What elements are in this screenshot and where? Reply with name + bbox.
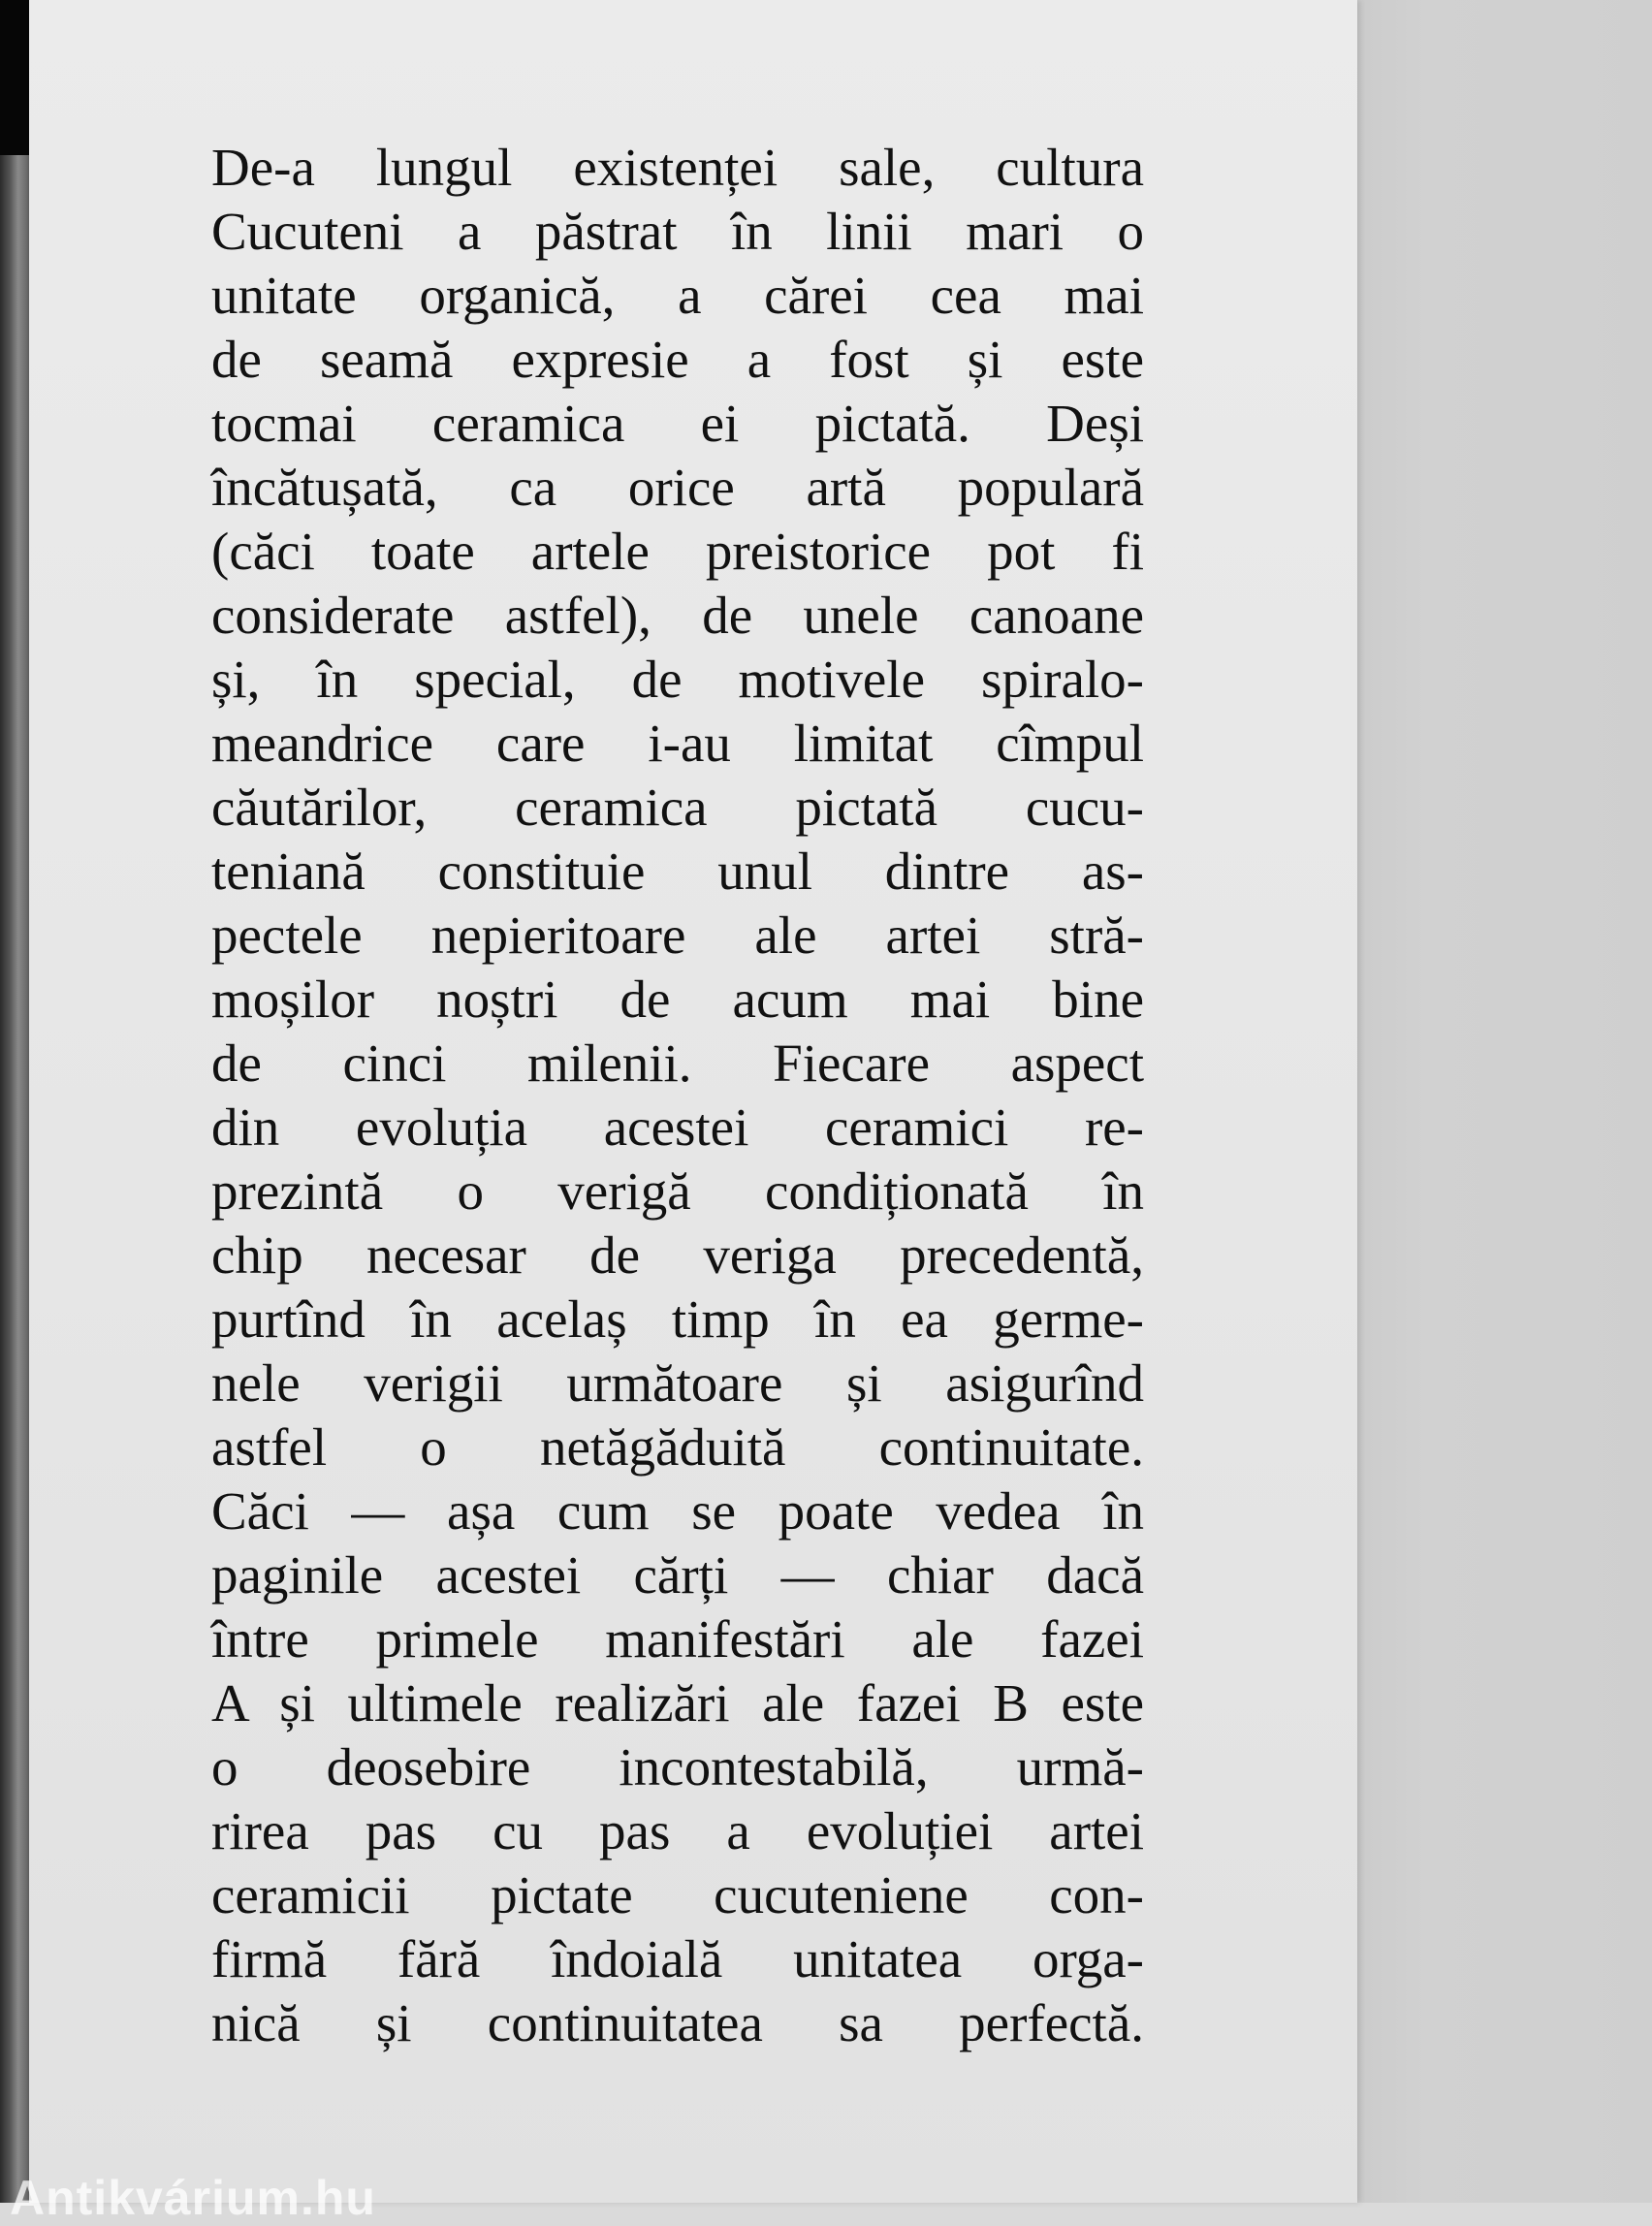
text-line: de cinci milenii. Fiecare aspect (211, 1034, 1144, 1093)
book-edge-strip (0, 0, 33, 2203)
text-line: rirea pas cu pas a evoluției artei (211, 1801, 1144, 1860)
text-line: considerate astfel), de unele canoane (211, 586, 1144, 645)
text-line: încătușată, ca orice artă populară (211, 458, 1144, 517)
text-line: A și ultimele realizări ale fazei B este (211, 1673, 1144, 1733)
text-line: unitate organică, a cărei cea mai (211, 266, 1144, 325)
text-line: firmă fără îndoială unitatea orga- (211, 1929, 1144, 1988)
text-line: ceramicii pictate cucuteniene con- (211, 1865, 1144, 1924)
text-line: o deosebire incontestabilă, urmă- (211, 1737, 1144, 1797)
text-line: între primele manifestări ale fazei (211, 1609, 1144, 1669)
text-line: astfel o netăgăduită continuitate. (211, 1417, 1144, 1477)
text-line: paginile acestei cărți — chiar dacă (211, 1545, 1144, 1605)
text-line: Căci — așa cum se poate vedea în (211, 1481, 1144, 1541)
text-line: pectele nepieritoare ale artei stră- (211, 906, 1144, 965)
text-line: și, în special, de motivele spiralo- (211, 650, 1144, 709)
text-line: căutărilor, ceramica pictată cucu- (211, 778, 1144, 837)
text-line: (căci toate artele preistorice pot fi (211, 522, 1144, 581)
text-line: chip necesar de veriga precedentă, (211, 1225, 1144, 1285)
dark-corner (0, 0, 29, 155)
text-line: Cucuteni a păstrat în linii mari o (211, 202, 1144, 261)
text-line: meandrice care i-au limitat cîmpul (211, 714, 1144, 773)
text-line: nele verigii următoare și asigurînd (211, 1353, 1144, 1413)
text-line: purtînd în acelaș timp în ea germe- (211, 1289, 1144, 1349)
adjacent-page (1328, 0, 1652, 2203)
text-line: prezintă o verigă condiționată în (211, 1161, 1144, 1221)
text-line: nică și continuitatea sa perfectă. (211, 1993, 1144, 2052)
text-line: teniană constituie unul dintre as- (211, 842, 1144, 901)
body-text (211, 136, 1144, 2055)
text-line: tocmai ceramica ei pictată. Deși (211, 394, 1144, 453)
text-line: de seamă expresie a fost și este (211, 330, 1144, 389)
text-line: De-a lungul existenței sale, cultura (211, 138, 1144, 197)
book-page (29, 0, 1357, 2203)
text-line: moșilor noștri de acum mai bine (211, 970, 1144, 1029)
watermark: Antikvárium.hu (10, 2171, 376, 2225)
text-line: din evoluția acestei ceramici re- (211, 1097, 1144, 1157)
